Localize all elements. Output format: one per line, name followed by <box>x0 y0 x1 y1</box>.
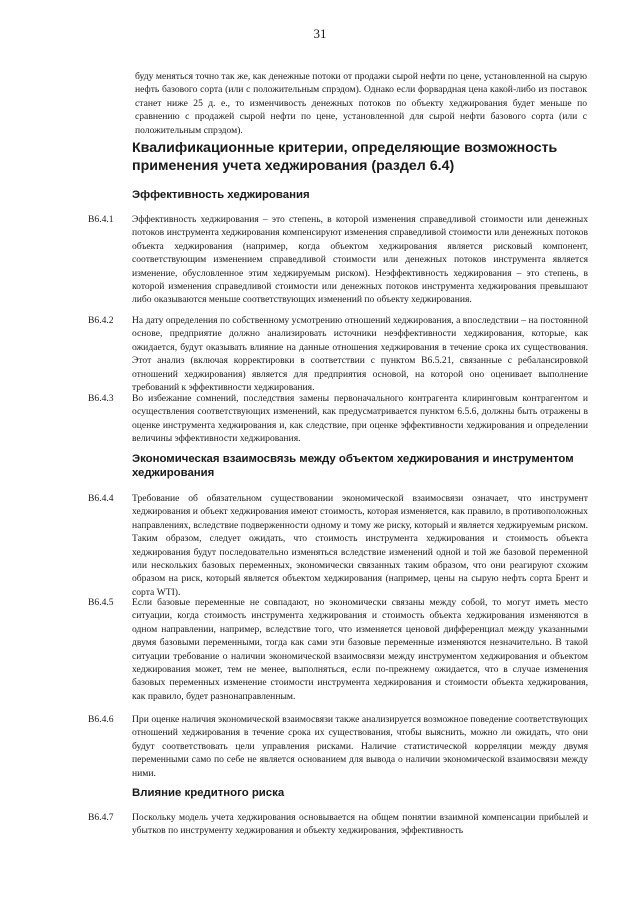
paragraph-b6-4-3 <box>88 392 588 446</box>
paragraph-text: Во избежание сомнений, последствия замены первоначального контрагента клиринговым контрагентом и осуществления соответствующих изменений, как предусматривается пунктом 6.5.6, должны быть отражены в оценке инструмента хеджирования и, как следствие, при оценке эффективности хеджирования и определении величины эффективности хеджирования. <box>132 393 588 445</box>
paragraph-number: B6.4.3 <box>88 393 114 404</box>
paragraph-b6-4-5 <box>88 596 588 703</box>
paragraph-text: Эффективность хеджирования – это степень, в которой изменения справедливой стоимости или денежных потоков инструмента хеджирования компенсируют изменения справедливой стоимости или денежных потоков объекта хеджирования (например, когда объектом хеджирования является рисковый компонент, соответствующим изменением справедливой стоимости или денежных потоков инструмента является изменение, обусловленное этим хеджируемым риском). Неэффективность хеджирования – это степень, в которой изменения справедливой стоимости или денежных потоков инструмента хеджирования превышают либо оказываются меньше соответствующих изменений по объекту хеджирования. <box>132 214 588 306</box>
paragraph-number: B6.4.5 <box>88 597 114 608</box>
paragraph-b6-4-1 <box>88 213 588 307</box>
paragraph-text: Если базовые переменные не совпадают, но экономически связаны между собой, то могут иметь место ситуации, когда стоимость инструмента хеджирования и стоимость объекта хеджирования изменяются в одном направлении, например, вследствие того, что изменяется ценовой дифференциал между указанными двумя базовыми переменными, тогда как сами эти базовые переменные изменяются незначительно. В такой ситуации требование о наличии экономической взаимосвязи между инструментом хеджирования и объектом хеджирования может, тем не менее, выполняться, если по-прежнему ожидается, что в случае изменения базовых переменных изменение стоимости инструмента хеджирования и стоимости объекта хеджирования, как правило, будет разнонаправленным. <box>132 597 588 702</box>
paragraph-number: B6.4.7 <box>88 812 114 823</box>
paragraph-b6-4-2 <box>88 314 588 394</box>
paragraph-text: Требование об обязательном существовании экономической взаимосвязи означает, что инструмент хеджирования и объект хеджирования имеют стоимость, которая изменяется, как правило, в противоположных направлениях, вследствие подверженности одному и тому же риску, который и является хеджируемым риском. Таким образом, следует ожидать, что стоимость инструмента хеджирования и стоимость объекта хеджирования будут последовательно изменяться вследствие изменений одной и той же базовой переменной или нескольких базовых переменных, экономически связанных таким образом, что они реагируют схожим образом на риск, который является объектом хеджирования (например, цены на сырую нефть сорта Брент и сорта WTI). <box>132 493 588 598</box>
subsection-title-economic-relationship: Экономическая взаимосвязь между объектом хеджирования и инструментом хеджирования <box>132 453 574 479</box>
subsection-title-credit-risk: Влияние кредитного риска <box>132 787 285 799</box>
paragraph-number: B6.4.2 <box>88 315 114 326</box>
subsection-title-effectiveness: Эффективность хеджирования <box>132 189 310 201</box>
paragraph-b6-4-7 <box>88 811 588 838</box>
section-title: Квалификационные критерии, определяющие возможность применения учета хеджирования (раздел 6.4) <box>132 140 558 174</box>
paragraph-number: B6.4.6 <box>88 714 114 725</box>
intro-paragraph: буду меняться точно так же, как денежные потоки от продажи сырой нефти по цене, установленной на сырую нефть базового сорта (или с положительным спрэдом). Однако если форвардная цена какой-либо из поставок станет ниже 25 д. е., то изменчивость денежных потоков по объекту хеджирования будет меньше по сравнению с продажей сырой нефти по цене, установленной для сырой нефти базового сорта (или с положительным спрэдом). <box>135 71 587 136</box>
paragraph-b6-4-4 <box>88 492 588 599</box>
paragraph-number: B6.4.4 <box>88 493 114 504</box>
paragraph-text: При оценке наличия экономической взаимосвязи также анализируется возможное поведение соответствующих отношений хеджирования в течение срока их существования, чтобы выяснить, можно ли ожидать, что они будут соответствовать цели управления рисками. Наличие статистической корреляции между двумя переменными само по себе не является основанием для вывода о наличии экономической взаимосвязи между ними. <box>132 714 588 779</box>
page-number: 31 <box>313 26 327 41</box>
paragraph-b6-4-6 <box>88 713 588 780</box>
paragraph-text: На дату определения по собственному усмотрению отношений хеджирования, а впоследствии – на постоянной основе, предприятие должно анализировать источники неэффективности хеджирования, которые, как ожидается, будут оказывать влияние на данные отношения хеджирования в течение срока их существования. Этот анализ (включая корректировки в соответствии с пунктом B6.5.21, связанные с ребалансировкой отношений хеджирования) является для предприятия основой, на которой оно оценивает выполнение требований к эффективности хеджирования. <box>132 315 588 394</box>
paragraph-text: Поскольку модель учета хеджирования основывается на общем понятии взаимной компенсации прибылей и убытков по инструменту хеджирования и объекту хеджирования, эффективность <box>132 812 588 837</box>
paragraph-number: B6.4.1 <box>88 214 114 225</box>
